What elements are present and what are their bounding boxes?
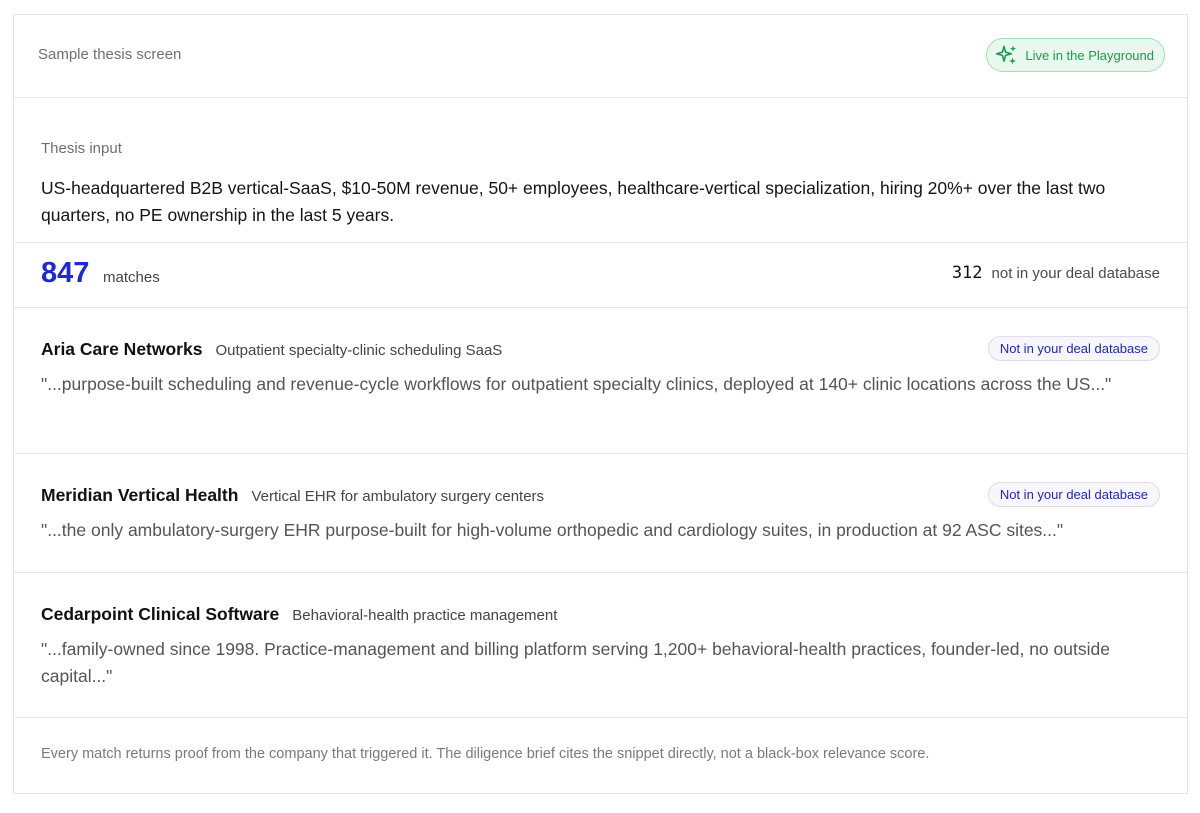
live-in-playground-button[interactable] bbox=[986, 38, 1165, 72]
company-name: Aria Care Networks bbox=[41, 339, 203, 359]
card-footer bbox=[14, 718, 1187, 795]
match-count: 847 bbox=[41, 257, 90, 289]
result-row[interactable] bbox=[14, 573, 1187, 718]
playground-label: Live in the Playground bbox=[1025, 47, 1154, 63]
company-description: Behavioral-health practice management bbox=[292, 607, 558, 624]
thesis-input-text: US-headquartered B2B vertical-SaaS, $10-50M revenue, 50+ employees, healthcare-vertical specialization, hiring 20%+ over the last two quarters, no PE ownership in the last 5 years. bbox=[41, 178, 1106, 225]
match-summary bbox=[14, 243, 1187, 308]
company-name: Cedarpoint Clinical Software bbox=[41, 604, 280, 624]
thesis-input-section bbox=[14, 98, 1187, 243]
result-heading bbox=[41, 339, 502, 360]
result-heading bbox=[41, 604, 557, 625]
thesis-screen-card bbox=[13, 14, 1188, 794]
not-in-db-summary bbox=[952, 263, 1160, 283]
evidence-snippet: "...family-owned since 1998. Practice-management and billing platform serving 1,200+ behavioral-health practices, founder-led, no outside capital..." bbox=[41, 639, 1110, 686]
company-description: Vertical EHR for ambulatory surgery centers bbox=[251, 488, 545, 505]
not-in-db-badge: Not in your deal database bbox=[988, 482, 1160, 507]
company-name: Meridian Vertical Health bbox=[41, 485, 239, 505]
evidence-snippet: "...purpose-built scheduling and revenue-cycle workflows for outpatient specialty clinics, deployed at 140+ clinic locations across the US..." bbox=[41, 374, 1112, 394]
sparkles-icon bbox=[995, 43, 1019, 67]
not-in-db-badge: Not in your deal database bbox=[988, 336, 1160, 361]
evidence-snippet: "...the only ambulatory-surgery EHR purpose-built for high-volume orthopedic and cardiology suites, in production at 92 ASC sites..." bbox=[41, 520, 1064, 540]
result-heading bbox=[41, 485, 544, 506]
not-in-db-count: 312 bbox=[951, 263, 983, 283]
screen-title: Sample thesis screen bbox=[38, 46, 182, 63]
card-header bbox=[14, 15, 1187, 98]
match-count-label: matches bbox=[103, 269, 160, 286]
company-description: Outpatient specialty-clinic scheduling SaaS bbox=[215, 342, 503, 359]
footer-note: Every match returns proof from the company that triggered it. The diligence brief cites the snippet directly, not a black-box relevance score. bbox=[41, 746, 930, 762]
result-row[interactable] bbox=[14, 454, 1187, 573]
result-row[interactable] bbox=[14, 308, 1187, 454]
thesis-input-label: Thesis input bbox=[41, 140, 122, 157]
not-in-db-label: not in your deal database bbox=[991, 265, 1160, 282]
